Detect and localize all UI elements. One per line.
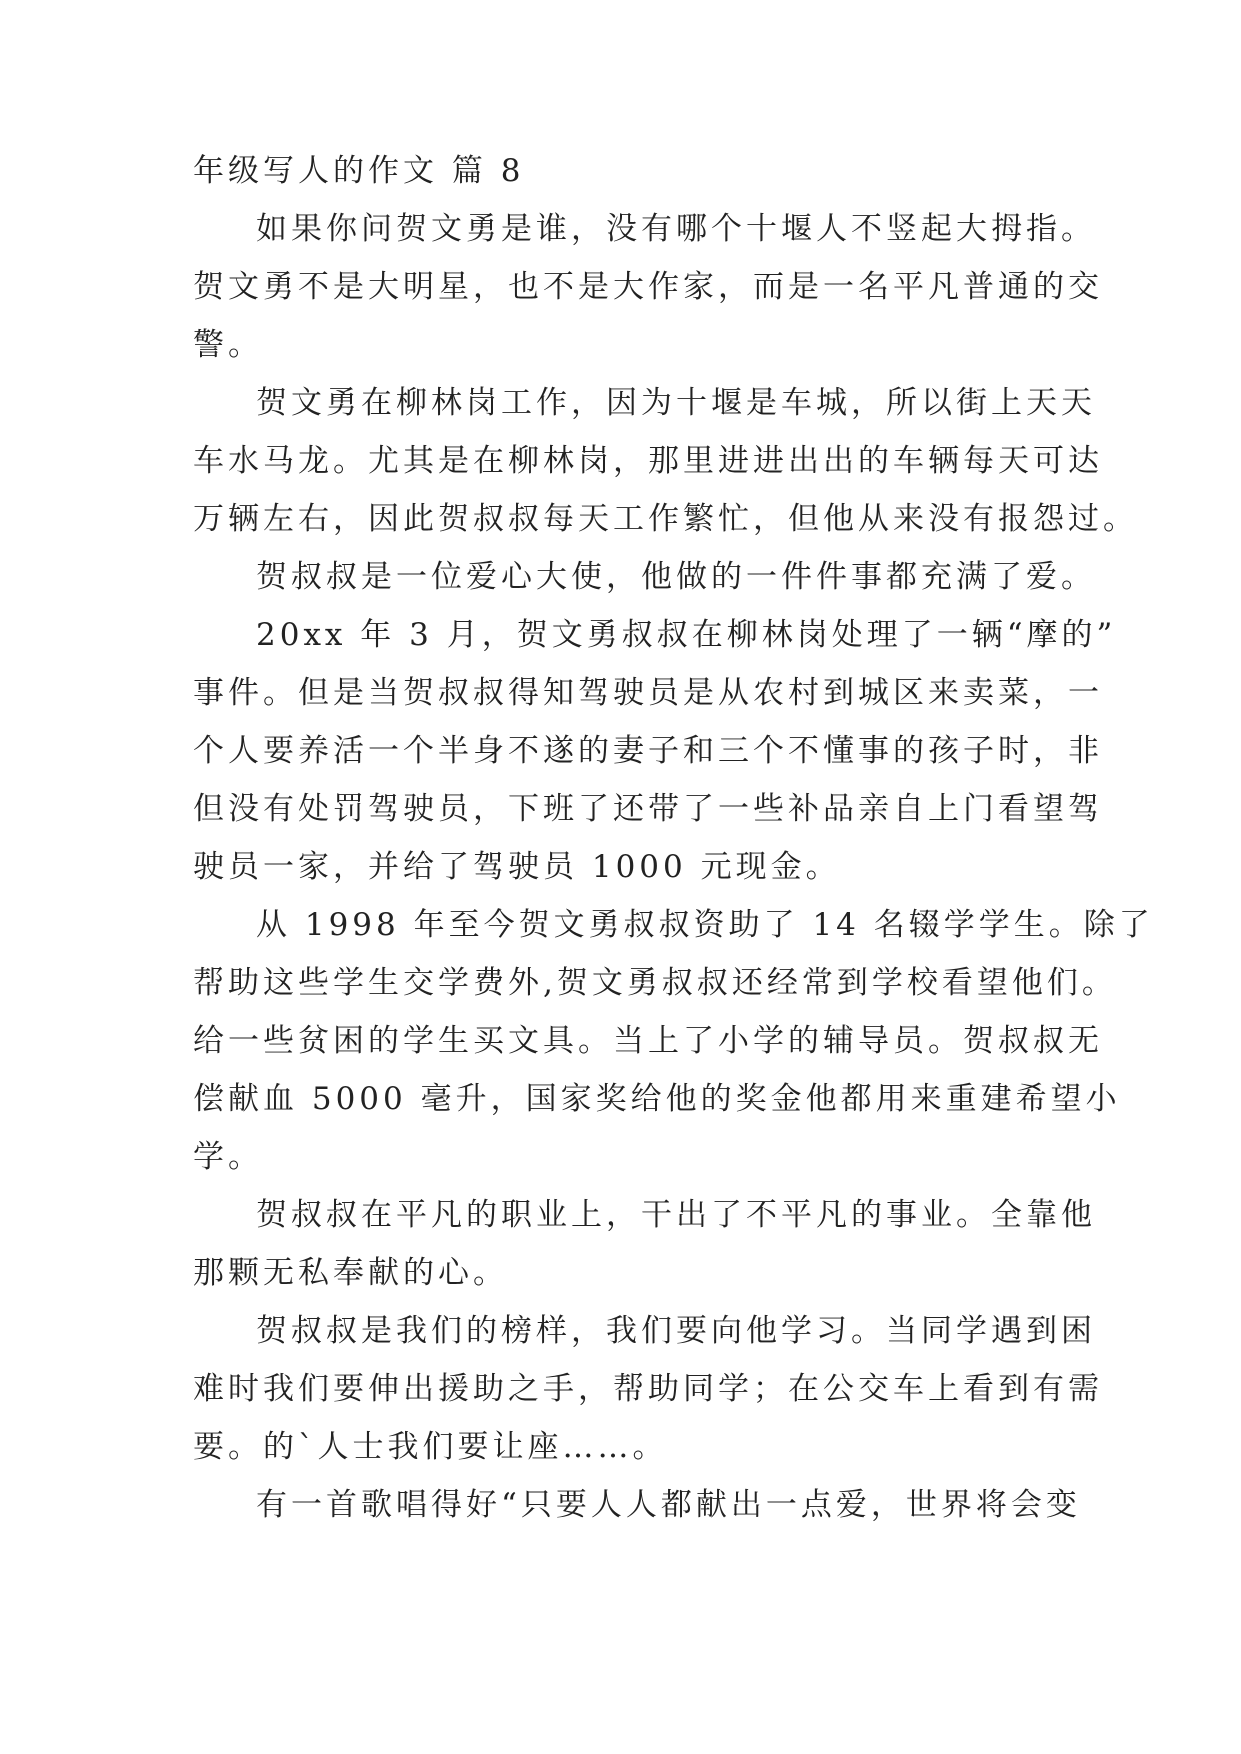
paragraph-5-line-1: 从 1998 年至今贺文勇叔叔资助了 14 名辍学学生。除了 (256, 907, 1154, 943)
paragraph-5-line-2: 帮助这些学生交学费外,贺文勇叔叔还经常到学校看望他们。 (193, 965, 1117, 1001)
paragraph-7-line-1: 贺叔叔是我们的榜样，我们要向他学习。当同学遇到困 (256, 1313, 1096, 1349)
paragraph-2-line-2: 车水马龙。尤其是在柳林岗，那里进进出出的车辆每天可达 (193, 443, 1103, 479)
paragraph-4-line-2: 事件。但是当贺叔叔得知驾驶员是从农村到城区来卖菜，一 (193, 675, 1103, 711)
paragraph-5-line-5: 学。 (193, 1139, 263, 1175)
paragraph-5-line-3: 给一些贫困的学生买文具。当上了小学的辅导员。贺叔叔无 (193, 1023, 1103, 1059)
paragraph-7-line-3: 要。的`人士我们要让座……。 (193, 1429, 668, 1465)
paragraph-2-line-1: 贺文勇在柳林岗工作，因为十堰是车城，所以街上天天 (256, 385, 1096, 421)
paragraph-7-line-2: 难时我们要伸出援助之手，帮助同学；在公交车上看到有需 (193, 1371, 1103, 1407)
paragraph-2-line-3: 万辆左右，因此贺叔叔每天工作繁忙，但他从来没有报怨过。 (193, 501, 1138, 537)
paragraph-1-line-1: 如果你问贺文勇是谁，没有哪个十堰人不竖起大拇指。 (256, 211, 1096, 247)
paragraph-4-line-3: 个人要养活一个半身不遂的妻子和三个不懂事的孩子时，非 (193, 733, 1103, 769)
paragraph-4-line-1: 20xx 年 3 月，贺文勇叔叔在柳林岗处理了一辆“摩的” (256, 617, 1117, 653)
paragraph-4-line-5: 驶员一家，并给了驾驶员 1000 元现金。 (193, 849, 841, 885)
document-heading: 年级写人的作文 篇 8 (193, 153, 525, 189)
paragraph-4-line-4: 但没有处罚驾驶员，下班了还带了一些补品亲自上门看望驾 (193, 791, 1103, 827)
paragraph-3-line-1: 贺叔叔是一位爱心大使，他做的一件件事都充满了爱。 (256, 559, 1096, 595)
paragraph-6-line-1: 贺叔叔在平凡的职业上，干出了不平凡的事业。全靠他 (256, 1197, 1096, 1233)
paragraph-1-line-3: 警。 (193, 327, 263, 363)
paragraph-1-line-2: 贺文勇不是大明星，也不是大作家，而是一名平凡普通的交 (193, 269, 1103, 305)
paragraph-6-line-2: 那颗无私奉献的心。 (193, 1255, 508, 1291)
paragraph-8-line-1: 有一首歌唱得好“只要人人都献出一点爱，世界将会变 (256, 1487, 1081, 1523)
paragraph-5-line-4: 偿献血 5000 毫升，国家奖给他的奖金他都用来重建希望小 (193, 1081, 1121, 1117)
